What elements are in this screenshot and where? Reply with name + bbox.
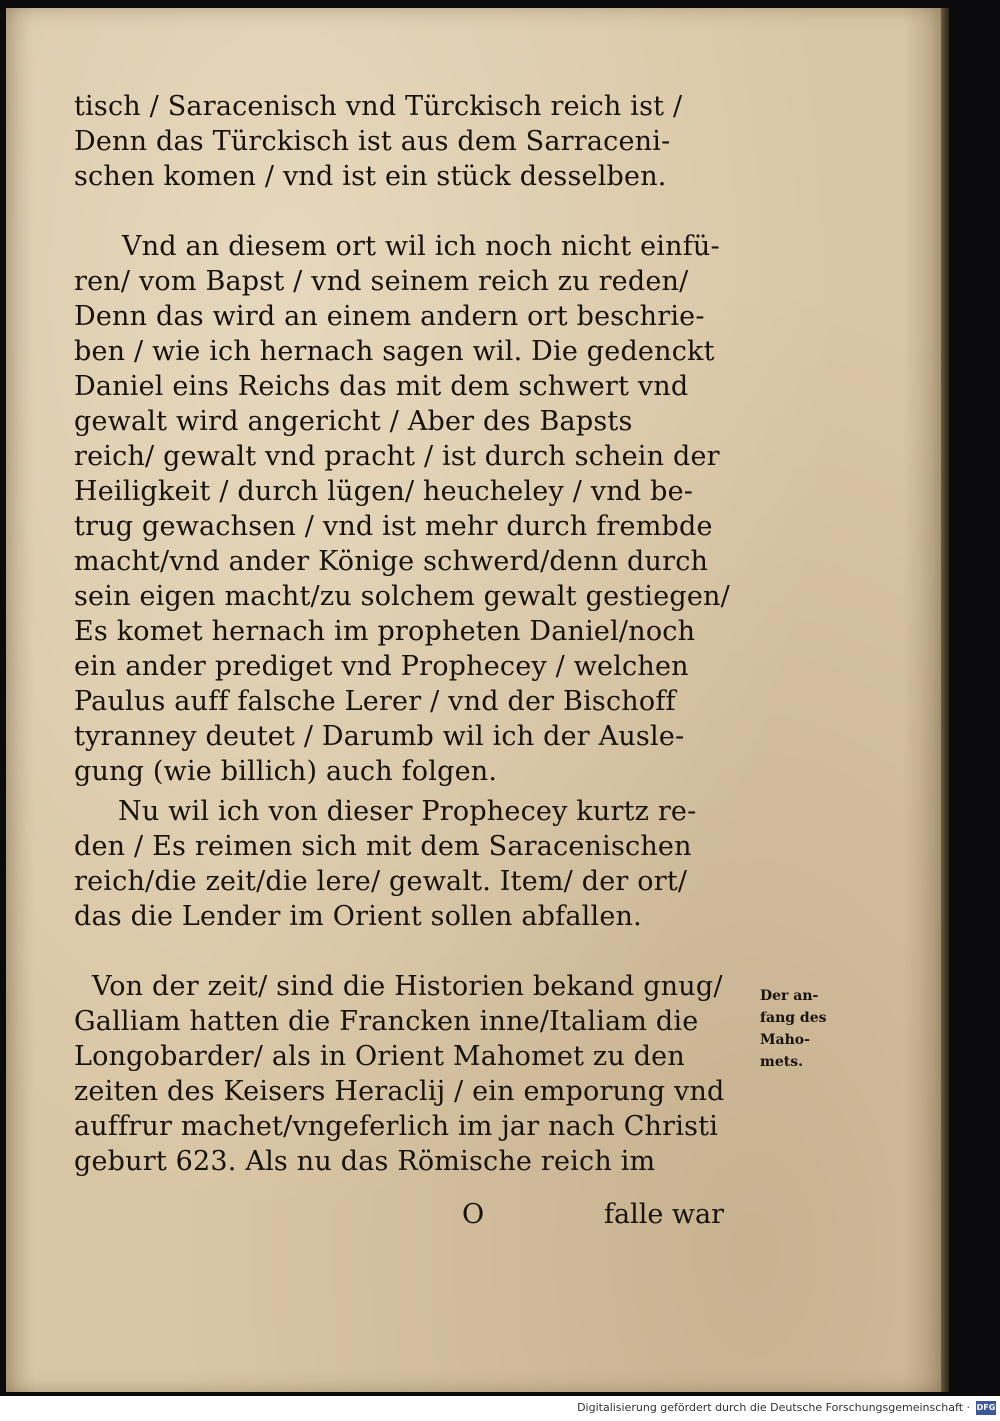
text-line: ren/ vom Bapst / vnd seinem reich zu reden/ <box>74 266 689 297</box>
text-line: ben / wie ich hernach sagen wil. Die gedenckt <box>74 336 715 367</box>
digitization-credit: Digitalisierung gefördert durch die Deutsche Forschungsgemeinschaft · <box>577 1401 970 1414</box>
marginal-note-line: Der an- <box>760 988 819 1004</box>
text-line: gewalt wird angericht / Aber des Bapsts <box>74 406 633 437</box>
page-foot <box>74 1198 754 1234</box>
text-line: Nu wil ich von dieser Prophecey kurtz re- <box>118 796 697 827</box>
text-line: Galliam hatten die Francken inne/Italiam die <box>74 1006 699 1037</box>
text-line: reich/die zeit/die lere/ gewalt. Item/ der ort/ <box>74 866 688 897</box>
text-line: geburt 623. Als nu das Römische reich im <box>74 1146 656 1177</box>
page-edge <box>941 8 949 1392</box>
text-line: sein eigen macht/zu solchem gewalt gestiegen/ <box>74 581 730 612</box>
text-line: zeiten des Keisers Heraclij / ein emporung vnd <box>74 1076 725 1107</box>
signature-mark: O <box>462 1199 485 1230</box>
text-line: Heiligkeit / durch lügen/ heucheley / vnd be- <box>74 476 694 507</box>
text-line: macht/vnd ander Könige schwerd/denn durch <box>74 546 709 577</box>
text-line: reich/ gewalt vnd pracht / ist durch schein der <box>74 441 720 472</box>
text-line: ein ander prediget vnd Prophecey / welchen <box>74 651 689 682</box>
marginal-note-line: Maho- <box>760 1032 810 1048</box>
text-line: Denn das wird an einem andern ort beschrie- <box>74 301 705 332</box>
text-line: auffrur machet/vngeferlich im jar nach Christi <box>74 1111 719 1142</box>
catchword: falle war <box>604 1199 725 1230</box>
text-line: Es komet hernach im propheten Daniel/noch <box>74 616 696 647</box>
text-line: das die Lender im Orient sollen abfallen. <box>74 901 642 932</box>
dfg-logo-icon: DFG <box>976 1401 996 1415</box>
text-line: trug gewachsen / vnd ist mehr durch frembde <box>74 511 713 542</box>
text-line: Von der zeit/ sind die Historien bekand gnug/ <box>92 971 723 1002</box>
text-line: Daniel eins Reichs das mit dem schwert vnd <box>74 371 689 402</box>
text-line: Longobarder/ als in Orient Mahomet zu den <box>74 1041 685 1072</box>
marginal-note-line: mets. <box>760 1054 803 1070</box>
text-line: Vnd an diesem ort wil ich noch nicht einfü- <box>122 231 720 262</box>
text-line: gung (wie billich) auch folgen. <box>74 756 498 787</box>
text-line: den / Es reimen sich mit dem Saracenischen <box>74 831 692 862</box>
text-line: Paulus auff falsche Lerer / vnd der Bischoff <box>74 686 676 717</box>
text-line: tisch / Saracenisch vnd Türckisch reich ist / <box>74 91 683 122</box>
text-line: schen komen / vnd ist ein stück desselben. <box>74 161 667 192</box>
marginal-note-line: fang des <box>760 1010 827 1026</box>
text-line: Denn das Türckisch ist aus dem Sarraceni- <box>74 126 671 157</box>
text-line: tyranney deutet / Darumb wil ich der Ausle- <box>74 721 685 752</box>
